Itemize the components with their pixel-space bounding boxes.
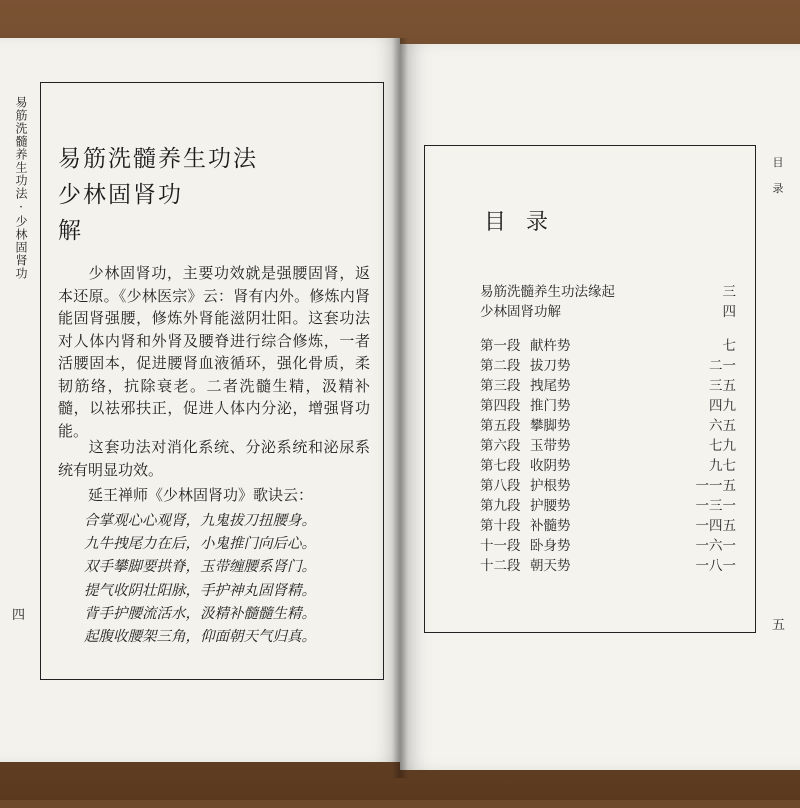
toc-page: 一四五: [695, 518, 736, 534]
title-line-3: 解: [58, 218, 83, 244]
toc-page: 七: [722, 338, 736, 354]
toc-segment: 第四段: [480, 398, 521, 414]
toc-segment: 第七段: [480, 458, 521, 474]
paragraph-3: [58, 484, 370, 507]
left-running-header: 易筋洗髓养生功法·少林固肾功: [14, 96, 28, 280]
toc-intro-row: [480, 300, 736, 320]
toc-page: 一三一: [695, 498, 736, 514]
toc-row: [480, 534, 736, 554]
toc-row: [480, 554, 736, 574]
toc-row: [480, 494, 736, 514]
poem-line: 合掌观心心观肾，九鬼拔刀扭腰身。: [84, 513, 316, 529]
toc-name: 朝天势: [530, 558, 571, 574]
toc-segment: 十一段: [480, 538, 521, 554]
toc-row: [480, 354, 736, 374]
toc-row: [480, 414, 736, 434]
toc-row: [480, 474, 736, 494]
toc-page: 一八一: [695, 558, 736, 574]
toc-segment: 第二段: [480, 358, 521, 374]
toc-row: [480, 514, 736, 534]
toc-segment: 十二段: [480, 558, 521, 574]
toc-row: [480, 394, 736, 414]
toc-intro-page: 四: [722, 304, 736, 320]
toc-row: [480, 334, 736, 354]
right-running-header: [770, 150, 786, 202]
toc-segment: 第八段: [480, 478, 521, 494]
toc-segment: 第六段: [480, 438, 521, 454]
toc-segment: 第五段: [480, 418, 521, 434]
toc-name: 护根势: [530, 478, 571, 494]
header-char: 目: [772, 156, 784, 169]
poem-line: 起腹收腰架三角，仰面朝天气归真。: [84, 629, 316, 646]
toc-row: [480, 454, 736, 474]
poem-line: 双手攀脚要拱脊，玉带缠腰系肾门。: [84, 559, 316, 576]
toc-page: 四九: [709, 398, 736, 414]
book-spine: [392, 38, 408, 778]
toc-name: 收阴势: [530, 458, 571, 474]
toc-page: 七九: [709, 438, 736, 454]
toc-row: [480, 374, 736, 394]
toc-page: 一一五: [695, 478, 736, 494]
toc-name: 卧身势: [530, 538, 571, 554]
toc-page: 三五: [709, 378, 736, 394]
poem-line: 提气收阴壮阳脉，手护神丸固肾精。: [84, 582, 316, 599]
header-char: 录: [772, 182, 784, 195]
poem-verses: [84, 510, 374, 649]
title-line-2: 少林固肾功: [58, 182, 183, 208]
toc-segment: 第三段: [480, 378, 521, 394]
left-page-number: 四: [12, 608, 26, 623]
toc-intro-page: 三: [722, 284, 736, 300]
paragraph-1-text: 少林固肾功，主要功效就是强腰固肾，返本还原。《少林医宗》云：肾有内外。修炼内肾能固肾强腰，修炼外肾能滋阴壮阳。这套功法对人体内肾和外肾及腰脊进行综合修炼，一者活腰固本，促进腰肾血液循环，强化骨质，柔韧筋络，抗除衰老。二者洗髓生精，汲精补髓，以祛邪扶正，促进人体内分泌，增强肾功能。: [58, 264, 370, 440]
toc-page: 六五: [709, 418, 736, 434]
toc-title: 目录: [484, 210, 569, 235]
toc-page: 二一: [709, 358, 736, 374]
paragraph-1: [58, 262, 370, 442]
toc-name: 攀脚势: [530, 418, 571, 434]
right-page-number: 五: [772, 618, 786, 633]
toc-name: 玉带势: [530, 438, 571, 454]
paragraph-2-text: 这套功法对消化系统、分泌系统和泌尿系统有明显功效。: [58, 438, 370, 479]
toc-page: 一六一: [695, 538, 736, 554]
toc-segment: 第九段: [480, 498, 521, 514]
title-line-1: 易筋洗髓养生功法: [58, 146, 258, 172]
toc-name: 推门势: [530, 398, 571, 414]
toc-intro-label: 少林固肾功解: [480, 304, 561, 320]
paragraph-3-text: 延王禅师《少林固肾功》歌诀云：: [88, 486, 314, 504]
toc-name: 补髓势: [530, 518, 571, 534]
toc-name: 拽尾势: [530, 378, 571, 394]
toc-name: 拔刀势: [530, 358, 571, 374]
toc-segment: 第十段: [480, 518, 521, 534]
toc-row: [480, 434, 736, 454]
toc-name: 护腰势: [530, 498, 571, 514]
paragraph-2: [58, 436, 370, 481]
toc-segment: 第一段: [480, 338, 521, 354]
toc-name: 献杵势: [530, 338, 571, 354]
poem-line: 九牛拽尾力在后，小鬼推门向后心。: [84, 536, 316, 553]
toc-intro-label: 易筋洗髓养生功法缘起: [480, 284, 615, 300]
toc-intro-row: [480, 280, 736, 300]
toc-page: 九七: [709, 458, 736, 474]
poem-line: 背手护腰流活水，汲精补髓髓生精。: [84, 605, 316, 622]
